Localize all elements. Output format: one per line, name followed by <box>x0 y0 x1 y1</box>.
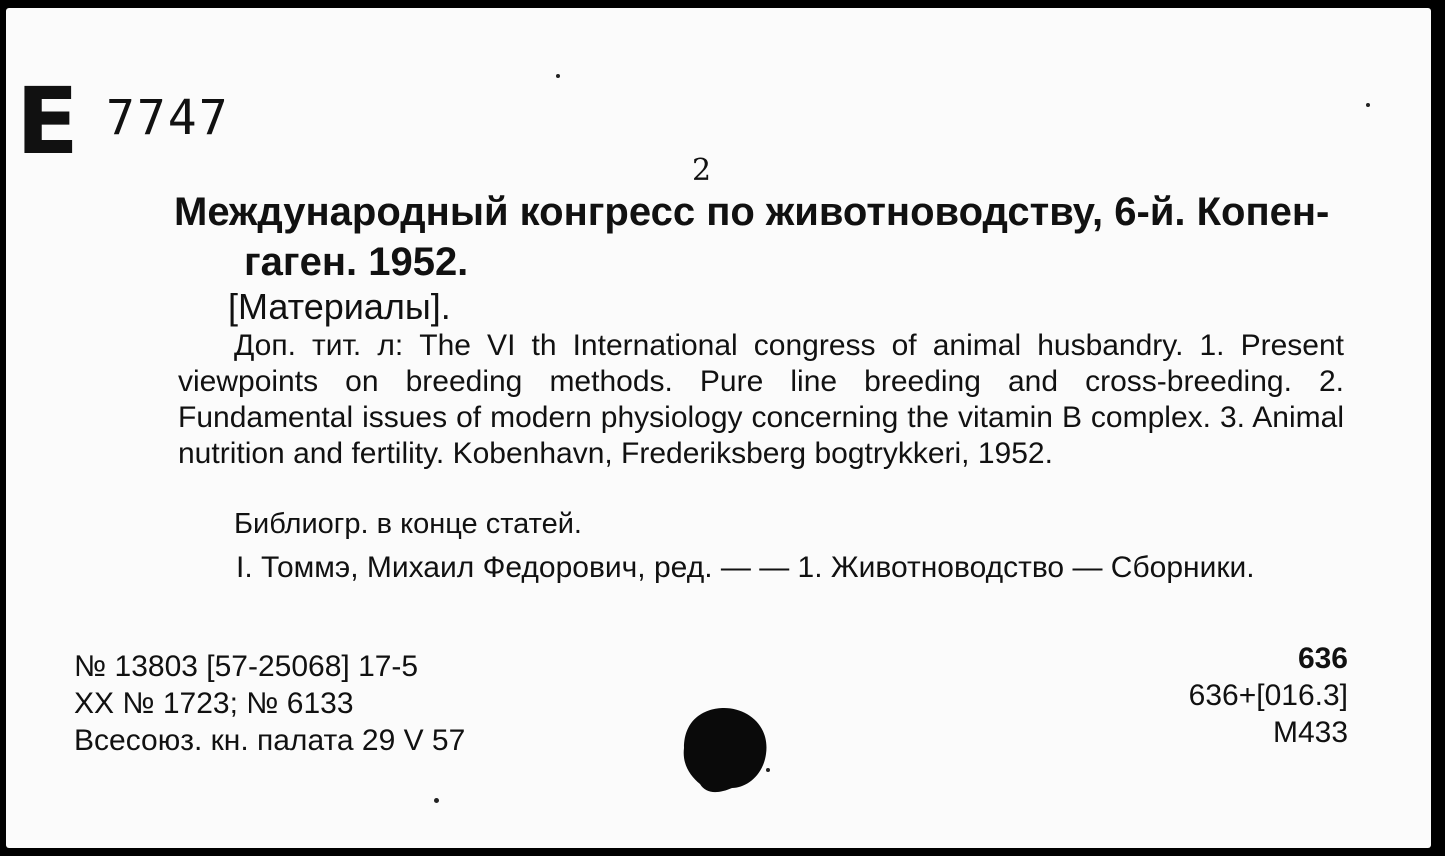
registration-block <box>74 648 465 759</box>
tracings-text: I. Томмэ, Михаил Федорович, ред. — — 1. Животноводство — Сборники. <box>236 551 1255 584</box>
punch-hole-icon <box>666 698 776 798</box>
card-number: 2 <box>692 153 712 188</box>
classification-block <box>1136 640 1348 751</box>
bibliography-note: Библиогр. в конце статей. <box>234 508 582 540</box>
speck-mark <box>556 74 560 78</box>
speck-mark <box>434 798 439 803</box>
registration-line: XX № 1723; № 6133 <box>74 687 354 720</box>
registration-line: Всесоюз. кн. палата 29 V 57 <box>74 724 466 757</box>
call-letter: E <box>16 68 79 175</box>
classification-line: 636+[016.3] <box>1188 679 1348 712</box>
classification-line: M433 <box>1272 716 1348 749</box>
tracings-block <box>180 546 1344 590</box>
call-number: 7747 <box>106 90 230 146</box>
card-heading-line2: гаген. 1952. <box>244 240 469 284</box>
speck-mark <box>766 768 770 772</box>
classification-line: 636 <box>1297 642 1348 675</box>
card-heading-line1: Международный конгресс по животноводству, 6-й. Копен- <box>174 190 1330 234</box>
description-text: Доп. тит. л: The VI th International congress of animal husbandry. 1. Present viewpoints on breeding methods. Pure line breeding and cross-breeding. 2. Fundamental issues of modern physiology concerning the vitamin B complex. 3. Animal nutrition and fertility. Kobenhavn, Frederiksberg bogtrykkeri, 1952. <box>178 329 1344 470</box>
materials-note: [Материалы]. <box>228 286 451 327</box>
description-block <box>178 328 1344 472</box>
registration-line: № 13803 [57-25068] 17-5 <box>74 650 419 683</box>
speck-mark <box>1366 103 1370 107</box>
catalog-card <box>6 8 1431 848</box>
